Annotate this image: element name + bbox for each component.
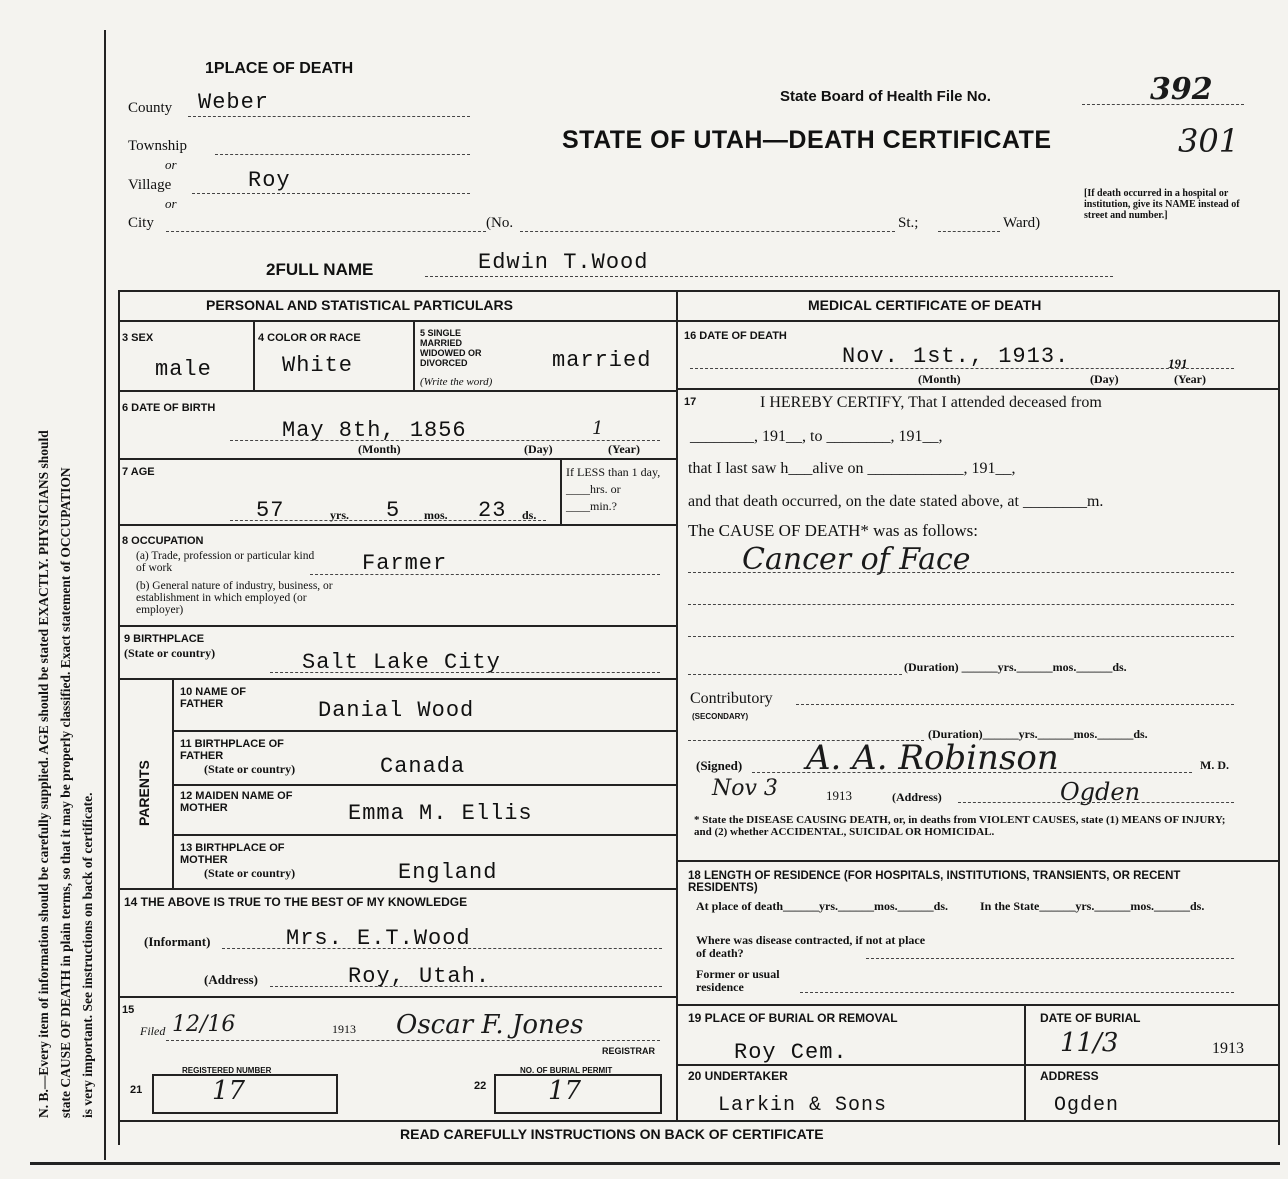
color-label: 4 COLOR OR RACE	[258, 332, 361, 344]
dob-label: 6 DATE OF BIRTH	[122, 402, 216, 414]
margin-note-line-1: N. B.—Every item of information should be carefully supplied. AGE should be stated EXACTLY. PHYSICIANS should	[36, 430, 51, 1118]
marital-value: married	[552, 348, 652, 373]
dod-label: 16 DATE OF DEATH	[684, 330, 787, 342]
dob-day-label: (Day)	[524, 442, 553, 456]
file-number-label: State Board of Health File No.	[780, 88, 991, 105]
registrar-label: REGISTRAR	[602, 1046, 656, 1056]
age-yrs-label: yrs.	[330, 508, 349, 522]
residence-label	[688, 870, 1248, 894]
undertaker-address-label: ADDRESS	[1040, 1069, 1099, 1083]
frame-left	[118, 290, 120, 1145]
burial-permit-value: 17	[548, 1076, 582, 1106]
township-line	[215, 154, 470, 155]
in-state-text: In the State______yrs.______mos.______ds.	[980, 899, 1205, 913]
medical-rule-1	[678, 388, 1278, 390]
father-label	[180, 686, 280, 710]
row-rule-4	[118, 625, 676, 627]
dod-day-label: (Day)	[1090, 372, 1119, 386]
secondary-label: (SECONDARY)	[692, 712, 749, 721]
signed-address-value: Ogden	[1060, 778, 1141, 806]
mother-birthplace-hint: (State or country)	[204, 866, 296, 880]
row-rule-8	[172, 834, 676, 836]
burial-date-value: 11/3	[1060, 1028, 1119, 1058]
age-ds-label: ds.	[522, 508, 537, 522]
residence-label-text: 18 LENGTH OF RESIDENCE (FOR HOSPITALS, INSTITUTIONS, TRANSIENTS, OR RECENT RESIDENTS)	[688, 870, 1181, 894]
marital-hint: (Write the word)	[420, 376, 493, 388]
occupation-label: 8 OCCUPATION	[122, 535, 204, 547]
former-residence-label	[696, 968, 826, 994]
informant-address-label: (Address)	[204, 972, 258, 987]
medical-heading: MEDICAL CERTIFICATE OF DEATH	[808, 297, 1042, 313]
margin-note-line-3: is very important. See instructions on back of certificate.	[80, 792, 95, 1118]
burial-place-value: Roy Cem.	[734, 1040, 848, 1065]
mother-value: Emma M. Ellis	[348, 801, 533, 826]
less-than-text: If LESS than 1 day, ____hrs. or ____min.?	[566, 465, 661, 513]
filed-year: 1913	[332, 1022, 356, 1036]
place-of-death-heading: 1PLACE OF DEATH	[205, 60, 354, 77]
attended-dates: ________, 191__, to ________, 191__,	[690, 428, 943, 445]
dob-value: May 8th, 1856	[282, 418, 467, 443]
color-divider	[413, 322, 415, 390]
row-rule-5	[118, 678, 676, 680]
ward-line	[938, 231, 1000, 232]
marital-label: 5 SINGLE MARRIED WIDOWED OR DIVORCED	[420, 328, 482, 368]
file-number-value: 392	[1150, 72, 1213, 107]
row-rule-9	[118, 888, 676, 890]
city-label: City	[128, 215, 154, 231]
personal-heading: PERSONAL AND STATISTICAL PARTICULARS	[206, 297, 513, 313]
parents-label: PARENTS	[136, 760, 152, 826]
dob-year-label: (Year)	[608, 442, 640, 456]
burial-date-label: DATE OF BURIAL	[1040, 1011, 1141, 1025]
contracted-text: Where was disease contracted, if not at place of death?	[696, 933, 926, 960]
row-rule-3	[118, 524, 676, 526]
mother-label-text: 12 MAIDEN NAME OF MOTHER	[180, 790, 293, 814]
row-rule-1	[118, 390, 676, 392]
father-birthplace-value: Canada	[380, 754, 466, 779]
frame-bottom	[118, 1120, 1278, 1122]
certify-number: 17	[684, 396, 697, 408]
less-than-label	[566, 464, 674, 515]
occupation-a-text: (a) Trade, profession or particular kind of work	[136, 550, 315, 574]
township-label: Township	[128, 138, 187, 154]
margin-note-line-2: state CAUSE OF DEATH in plain terms, so that it may be properly classified. Exact statement of OCCUPATION	[58, 467, 73, 1118]
cause-value: Cancer of Face	[742, 542, 971, 577]
registered-number-label: REGISTERED NUMBER	[182, 1066, 272, 1075]
dob-month-label: (Month)	[358, 442, 401, 456]
father-birthplace-hint: (State or country)	[204, 762, 296, 776]
father-label-text: 10 NAME OF FATHER	[180, 686, 247, 710]
filed-label: Filed	[140, 1024, 166, 1038]
age-months: 5	[386, 498, 401, 523]
occupation-value: Farmer	[362, 551, 448, 576]
birthplace-hint: (State or country)	[124, 646, 216, 660]
duration-line: (Duration) ______yrs.______mos.______ds.	[904, 660, 1127, 674]
contributory-label: Contributory	[690, 690, 773, 707]
bottom-rule	[30, 1162, 1280, 1165]
or-label-1: or	[165, 157, 177, 172]
medical-rule-4	[678, 1064, 1278, 1066]
undertaker-value: Larkin & Sons	[718, 1094, 888, 1117]
father-birthplace-text: 11 BIRTHPLACE OF FATHER	[180, 738, 284, 762]
md-label: M. D.	[1200, 758, 1229, 772]
burial-place-label: 19 PLACE OF BURIAL OR REMOVAL	[688, 1011, 898, 1025]
mother-birthplace-label	[180, 842, 310, 866]
father-birthplace-label	[180, 738, 310, 762]
registrar-line	[166, 1040, 660, 1041]
hospital-note	[1084, 188, 1244, 221]
signed-date: Nov 3	[712, 776, 778, 801]
street-label: St.;	[898, 215, 919, 231]
ward-label: Ward)	[1003, 215, 1041, 231]
mother-birthplace-value: England	[398, 860, 498, 885]
color-value: White	[282, 353, 354, 378]
age-days: 23	[478, 498, 507, 523]
birthplace-value: Salt Lake City	[302, 650, 501, 675]
county-line	[188, 116, 470, 117]
footnote-text: * State the DISEASE CAUSING DEATH, or, in deaths from VIOLENT CAUSES, state (1) MEANS OF INJURY; and (2) whether ACCIDENTAL, SUICIDAL OR HOMICIDAL.	[694, 814, 1226, 838]
undertaker-label: 20 UNDERTAKER	[688, 1069, 788, 1083]
burial-divider	[1024, 1004, 1026, 1120]
physician-signature: A. A. Robinson	[806, 738, 1059, 778]
at-place-line	[696, 900, 986, 913]
informant-label: (Informant)	[144, 934, 211, 949]
at-place-text: At place of death______yrs.______mos.______ds.	[696, 899, 948, 913]
village-line	[192, 193, 470, 194]
certify-text: I HEREBY CERTIFY, That I attended deceased from	[760, 394, 1102, 411]
filed-date: 12/16	[172, 1012, 236, 1037]
signed-line	[752, 772, 1192, 773]
dob-year-mark: 1	[592, 418, 604, 439]
undertaker-address-value: Ogden	[1054, 1094, 1120, 1117]
village-value: Roy	[248, 168, 291, 193]
cause-line-4	[688, 674, 902, 675]
filed-number: 15	[122, 1004, 135, 1016]
personal-heading-rule	[118, 320, 676, 322]
cause-line-2	[688, 604, 1234, 605]
dod-month-label: (Month)	[918, 372, 961, 386]
row-rule-6	[172, 730, 676, 732]
row-rule-10	[118, 996, 676, 998]
contracted-label	[696, 934, 926, 960]
cause-line-3	[688, 636, 1234, 637]
occupation-b-text: (b) General nature of industry, business, or establishment in which employed (or employer)	[136, 580, 333, 616]
contributory-line	[796, 704, 1234, 705]
medical-rule-3	[678, 1004, 1278, 1006]
street-line	[520, 231, 895, 232]
footnote	[694, 814, 1244, 838]
age-years: 57	[256, 498, 285, 523]
contracted-line	[866, 958, 1234, 959]
mother-label	[180, 790, 320, 814]
last-saw-line: that I last saw h___alive on ____________, 191__,	[688, 460, 1016, 477]
occupation-line	[310, 574, 660, 575]
sex-value: male	[155, 357, 212, 382]
city-line	[166, 231, 486, 232]
county-label: County	[128, 100, 173, 116]
certificate-title: STATE OF UTAH—DEATH CERTIFICATE	[562, 126, 1052, 154]
sex-label: 3 SEX	[122, 332, 154, 344]
in-state-line	[980, 900, 1240, 913]
full-name-value: Edwin T.Wood	[478, 250, 649, 275]
frame-top	[118, 290, 1278, 292]
village-label: Village	[128, 177, 172, 193]
age-mos-label: mos.	[424, 508, 448, 522]
age-line	[230, 520, 546, 521]
hospital-note-text: [If death occurred in a hospital or institution, give its NAME instead of street and number.]	[1084, 188, 1240, 221]
age-divider	[560, 460, 562, 524]
frame-middle	[676, 290, 678, 1120]
occurred-line: and that death occurred, on the date stated above, at ________m.	[688, 493, 1104, 510]
father-value: Danial Wood	[318, 698, 475, 723]
former-residence-text: Former or usual residence	[696, 967, 780, 994]
medical-rule-2	[678, 860, 1278, 862]
registered-number-prefix: 21	[130, 1084, 143, 1096]
registered-number-value: 17	[212, 1076, 246, 1106]
duration-line-2: (Duration)______yrs.______mos.______ds.	[928, 727, 1148, 741]
burial-permit-prefix: 22	[474, 1080, 487, 1092]
cause-line-1	[688, 572, 1234, 573]
signed-address-label: (Address)	[892, 790, 942, 804]
informant-address-value: Roy, Utah.	[348, 964, 491, 989]
signed-year: 1913	[826, 788, 852, 803]
street-no-label: (No.	[486, 215, 514, 231]
full-name-line	[425, 276, 1113, 277]
burial-year-value: 1913	[1212, 1040, 1244, 1057]
birthplace-line	[270, 672, 660, 673]
dod-year-label: (Year)	[1174, 372, 1206, 386]
or-label-2: or	[165, 196, 177, 211]
footer-instructions: READ CAREFULLY INSTRUCTIONS ON BACK OF CERTIFICATE	[400, 1126, 824, 1142]
frame-right	[1278, 290, 1280, 1145]
left-border	[104, 30, 106, 1160]
row-rule-2	[118, 458, 676, 460]
age-label: 7 AGE	[122, 466, 155, 478]
occupation-b-label	[136, 580, 356, 616]
knowledge-label: 14 THE ABOVE IS TRUE TO THE BEST OF MY KNOWLEDGE	[124, 895, 468, 909]
dod-value: Nov. 1st., 1913.	[842, 344, 1070, 369]
sex-divider	[253, 322, 255, 390]
occupation-a-label	[136, 550, 316, 574]
informant-value: Mrs. E.T.Wood	[286, 926, 471, 951]
dod-year-mark: 191	[1168, 356, 1188, 371]
registrar-signature: Oscar F. Jones	[396, 1010, 584, 1040]
county-value: Weber	[198, 90, 270, 115]
burial-permit-label: NO. OF BURIAL PERMIT	[520, 1066, 613, 1075]
mother-birthplace-text: 13 BIRTHPLACE OF MOTHER	[180, 842, 285, 866]
certificate-number: 301	[1178, 122, 1240, 160]
signed-address-line	[958, 802, 1234, 803]
medical-heading-rule	[678, 320, 1278, 322]
cause-label: The CAUSE OF DEATH* was as follows:	[688, 521, 978, 540]
full-name-label: 2FULL NAME	[266, 260, 374, 279]
row-rule-7	[172, 784, 676, 786]
former-residence-line	[800, 992, 1234, 993]
birthplace-label: 9 BIRTHPLACE	[124, 633, 205, 645]
signed-label: (Signed)	[696, 758, 743, 773]
